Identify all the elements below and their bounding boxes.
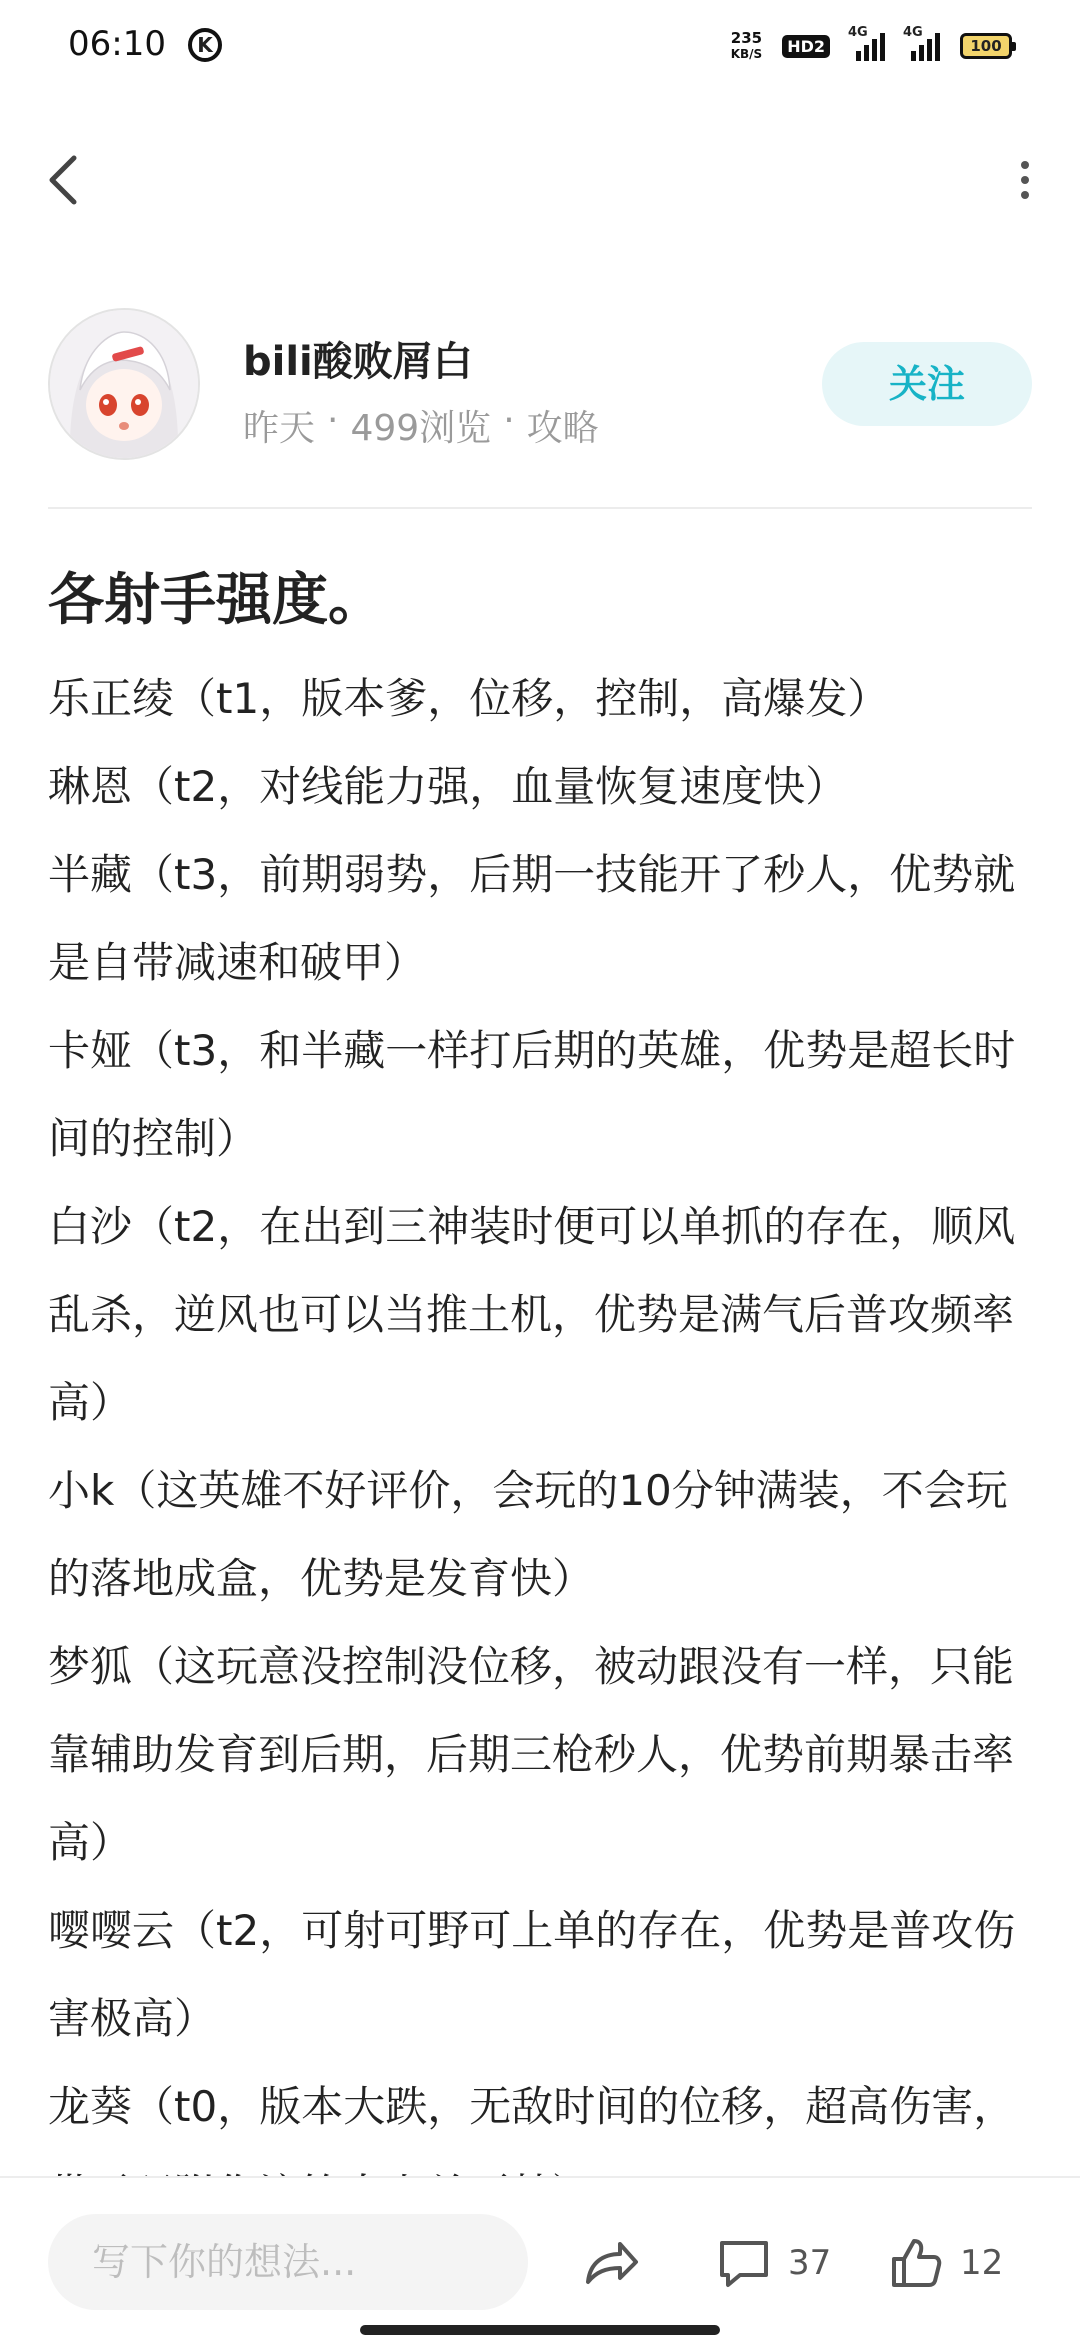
post-date: 昨天	[243, 408, 316, 449]
bottom-action-bar	[0, 2176, 1080, 2340]
article-paragraph: 小k（这英雄不好评价，会玩的10分钟满装，不会玩的落地成盒，优势是发育快）	[48, 1466, 1008, 1603]
author-avatar[interactable]	[48, 308, 200, 460]
status-indicators	[731, 26, 1012, 66]
signal-label: 4G	[848, 25, 868, 40]
home-indicator[interactable]	[360, 2325, 720, 2335]
battery-icon: 100	[960, 33, 1012, 59]
k-app-icon: K	[188, 28, 222, 62]
status-bar	[0, 0, 1080, 96]
signal-icon	[848, 25, 885, 61]
like-button[interactable]	[888, 2228, 1003, 2298]
chevron-left-icon	[40, 150, 90, 210]
hd-badge: HD2	[782, 35, 830, 58]
meta-separator: ·	[503, 400, 515, 441]
comment-count: 37	[788, 2243, 832, 2283]
article-paragraph: 琳恩（t2，对线能力强，血量恢复速度快）	[48, 762, 848, 811]
post-meta	[243, 400, 599, 451]
article-paragraph: 乐正绫（t1，版本爹，位移，控制，高爆发）	[48, 674, 890, 723]
article-paragraph: 龙葵（t0，版本大跌，无敌时间的位移，超高伤害，	[48, 2082, 1016, 2131]
author-name[interactable]: bili酸败屑白	[243, 339, 473, 385]
status-time: 06:10	[68, 24, 166, 64]
follow-button[interactable]: 关注	[822, 342, 1032, 426]
article-paragraph: 白沙（t2，在出到三神装时便可以单抓的存在，顺风乱杀，逆风也可以当推土机，优势是满气后普攻频率高）	[48, 1202, 1016, 1427]
avatar-image	[50, 310, 198, 458]
article-paragraph: 卡娅（t3，和半藏一样打后期的英雄，优势是超长时间的控制）	[48, 1026, 1016, 1163]
comment-icon	[716, 2235, 772, 2291]
share-button[interactable]	[580, 2232, 642, 2294]
more-button[interactable]	[1010, 155, 1040, 205]
comment-button[interactable]	[716, 2228, 831, 2298]
network-speed-unit: KB/S	[730, 47, 763, 61]
like-count: 12	[960, 2243, 1004, 2283]
divider	[48, 507, 1032, 509]
network-speed-value: 235	[730, 29, 763, 47]
share-icon	[580, 2232, 642, 2294]
back-button[interactable]	[40, 150, 90, 210]
post-category[interactable]: 攻略	[526, 408, 599, 449]
comment-input[interactable]: 写下你的想法...	[48, 2214, 528, 2310]
article-body	[48, 655, 1038, 2239]
network-speed	[731, 30, 762, 62]
signal-icon-2	[903, 25, 940, 61]
article-paragraph: 半藏（t3，前期弱势，后期一技能开了秒人，优势就是自带减速和破甲）	[48, 850, 1016, 987]
signal-label-2: 4G	[903, 25, 923, 40]
meta-separator: ·	[327, 400, 339, 441]
article-paragraph: 梦狐（这玩意没控制没位移，被动跟没有一样，只能靠辅助发育到后期，后期三枪秒人，优势前期暴击率高）	[48, 1642, 1015, 1867]
more-vertical-icon	[1010, 155, 1040, 205]
article-paragraph: 嘤嘤云（t2，可射可野可上单的存在，优势是普攻伤害极高）	[48, 1906, 1016, 2043]
article-title: 各射手强度。	[48, 568, 384, 633]
thumbs-up-icon	[888, 2235, 944, 2291]
view-count: 499浏览	[350, 408, 492, 449]
